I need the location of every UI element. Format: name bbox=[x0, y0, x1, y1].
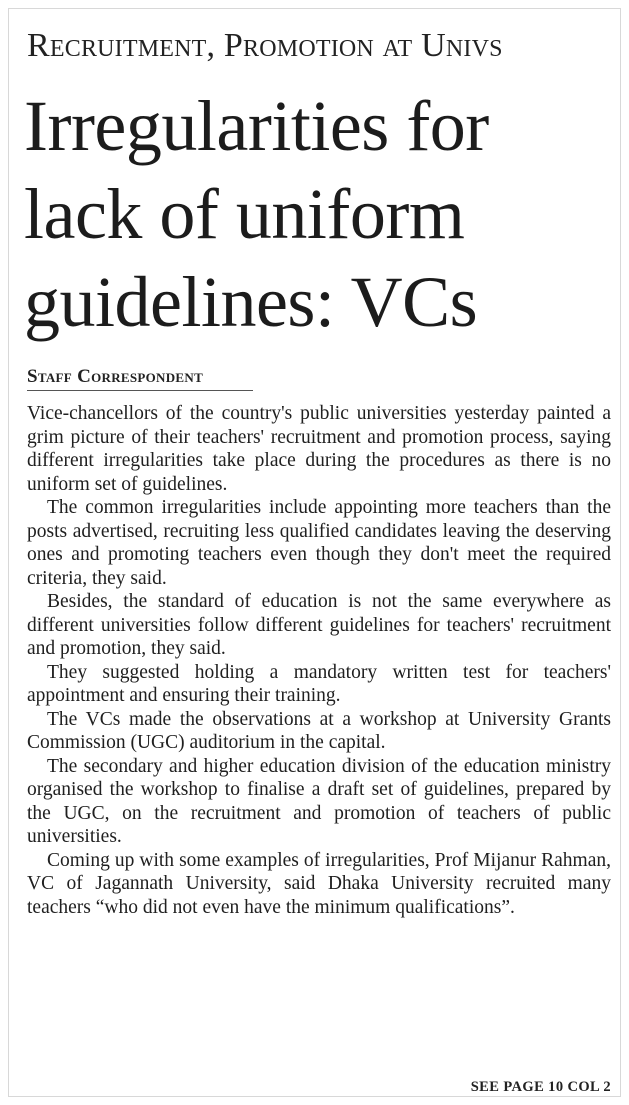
article-body bbox=[27, 402, 611, 919]
paragraph: The common irregularities include appointing more teachers than the posts advertised, recruiting less qualified candidates leaving the deserving ones and promoting teachers even though they don't meet the required criteria, they said. bbox=[27, 497, 611, 589]
byline: Staff Correspondent bbox=[27, 366, 204, 387]
byline-rule bbox=[27, 390, 253, 391]
paragraph: Coming up with some examples of irregularities, Prof Mijanur Rahman, VC of Jagannath University, said Dhaka University recruited many teachers “who did not even have the minimum qualifications”. bbox=[27, 849, 611, 918]
kicker: Recruitment, Promotion at Univs bbox=[27, 27, 503, 64]
headline-line: lack of uniform bbox=[24, 174, 465, 254]
paragraph: The secondary and higher education division of the education ministry organised the workshop to finalise a draft set of guidelines, prepared by the UGC, on the recruitment and promotion of teachers of public universities. bbox=[27, 755, 611, 847]
paragraph: They suggested holding a mandatory written test for teachers' appointment and ensuring their training. bbox=[27, 661, 611, 706]
headline bbox=[24, 82, 619, 346]
headline-line: Irregularities for bbox=[24, 86, 489, 166]
paragraph: Vice-chancellors of the country's public universities yesterday painted a grim picture of their teachers' recruitment and promotion process, saying different irregularities take place during the procedures as there is no uniform set of guidelines. bbox=[27, 403, 611, 495]
headline-line: guidelines: VCs bbox=[24, 262, 478, 342]
paragraph: Besides, the standard of education is not the same everywhere as different universities follow different guidelines for teachers' recruitment and promotion, they said. bbox=[27, 591, 611, 659]
continuation-note: SEE PAGE 10 COL 2 bbox=[470, 1079, 611, 1095]
paragraph: The VCs made the observations at a workshop at University Grants Commission (UGC) auditorium in the capital. bbox=[27, 708, 611, 753]
